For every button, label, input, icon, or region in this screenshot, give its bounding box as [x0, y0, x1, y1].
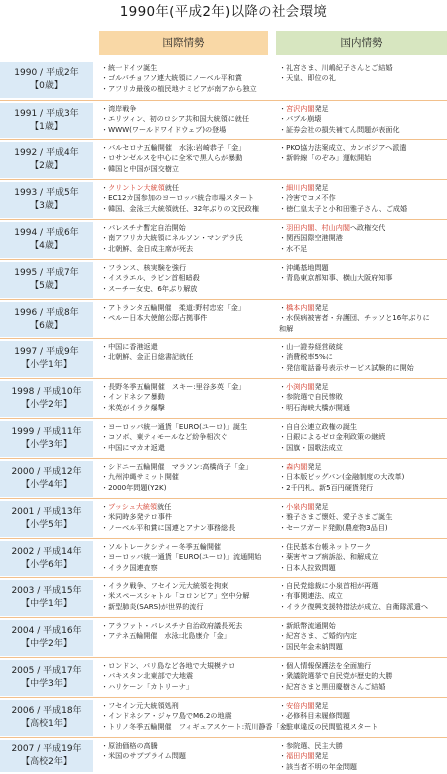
- year-cell: [0, 381, 93, 417]
- table-row: [0, 299, 447, 339]
- event-item: ・ 自自公連立政権の誕生: [279, 422, 446, 432]
- event-item: ・ 天皇、即位の礼: [279, 73, 446, 83]
- international-events: [101, 542, 269, 573]
- event-item: ・ エリツィン、初のロシア共和国大統領に就任: [101, 114, 269, 124]
- event-item: ・ 関西国際空港開港: [279, 233, 446, 243]
- domestic-events: [279, 741, 446, 772]
- event-item: ・ 有事関連法、成立: [279, 591, 446, 601]
- international-events: [101, 104, 269, 135]
- table-row: [0, 538, 447, 578]
- year-cell: [0, 541, 93, 576]
- year-label: 1995 / 平成7年: [14, 268, 79, 278]
- event-item: ・ ハリケーン「カトリーナ」: [101, 682, 269, 692]
- event-item: ・ 沖縄基地問題: [279, 263, 446, 273]
- event-item: ・ 駐車違反の民間監視スタート: [279, 722, 446, 732]
- event-item: ・ 日本版ビッグバン(金融制度の大改革): [279, 472, 446, 482]
- event-item: ・ 明石海峡大橋が開通: [279, 403, 446, 413]
- year-label: 2001 / 平成13年: [11, 507, 82, 517]
- table-row: [0, 100, 447, 140]
- year-cell: [0, 620, 93, 656]
- year-cell: [0, 700, 93, 736]
- event-item: ・ スーチー女史、6年ぶり解放: [101, 284, 269, 294]
- table-row: [0, 60, 447, 100]
- event-item: ・ 薬害ヤコブ病訴訟、和解成立: [279, 552, 446, 562]
- event-item: ・ ソルトレークシティー冬季五輪開催: [101, 542, 269, 552]
- event-item: ・ 衆議院選挙で自民党が歴史的大勝: [279, 671, 446, 681]
- international-events: [101, 143, 269, 174]
- international-events: [101, 303, 269, 324]
- event-item: ・ コソボ、東ティモールなど紛争相次ぐ: [101, 432, 269, 442]
- event-item: ・ 米国のサブプライム問題: [101, 751, 269, 761]
- year-cell: [0, 182, 93, 218]
- age-label: 【小学1年】: [21, 360, 72, 370]
- table-row: [0, 378, 447, 419]
- event-item: ・ パキスタン北東部で大地震: [101, 671, 269, 681]
- international-events: [101, 502, 269, 533]
- event-item: ・ 日銀によるゼロ金利政策の継続: [279, 432, 446, 442]
- event-item: ・ 韓国と中国が国交樹立: [101, 164, 269, 174]
- year-label: 2000 / 平成12年: [11, 467, 82, 477]
- event-item: ・ シドニー五輪開催 マラソン:高橋尚子「金」: [101, 462, 269, 472]
- table-row: [0, 458, 447, 499]
- age-label: 【高校2年】: [21, 757, 72, 767]
- event-item: ・ 森内閣発足: [279, 462, 446, 472]
- event-item: ・ 細川内閣発足: [279, 183, 446, 193]
- event-item: ・ 米同時多発テロ事件: [101, 512, 269, 522]
- domestic-events: [279, 382, 446, 413]
- event-item: ・ 南アフリカ大統領にネルソン・マンデラ氏: [101, 233, 269, 243]
- event-item: ・ アラファト・パレスチナ自治政府議長死去: [101, 621, 269, 631]
- event-item: ・ 国民年金未納問題: [279, 642, 446, 652]
- table-row: [0, 498, 447, 539]
- international-header: 国際情勢: [99, 31, 268, 55]
- event-item: ・ インドネシア暴動: [101, 392, 269, 402]
- year-cell: [0, 660, 93, 696]
- age-label: 【高校1年】: [21, 719, 72, 729]
- event-item: ・ ノーベル平和賞に国連とアナン事務総長: [101, 523, 269, 533]
- event-item: ・ 小泉内閣発足: [279, 502, 446, 512]
- domestic-events: [279, 581, 446, 612]
- year-label: 1990 / 平成2年: [14, 68, 79, 78]
- year-cell: [0, 740, 93, 772]
- domestic-events: [279, 263, 446, 284]
- event-item: ・ 国旗・国歌法成立: [279, 443, 446, 453]
- event-item: ・ ロンドン、パリ島など各地で大規模テロ: [101, 661, 269, 671]
- year-label: 2005 / 平成17年: [11, 666, 82, 676]
- international-events: [101, 661, 269, 692]
- event-item: ・ 水俣病被害者・弁護団、チッソと16年ぶりに: [279, 313, 446, 323]
- year-cell: [0, 421, 93, 457]
- international-events: [101, 183, 269, 214]
- domestic-events: [279, 223, 446, 254]
- table-row: [0, 737, 447, 774]
- event-item: ・ 青島東京都知事、横山大阪府知事: [279, 273, 446, 283]
- age-label: 【中学2年】: [21, 639, 72, 649]
- domestic-events: [279, 542, 446, 573]
- domestic-events: [279, 183, 446, 214]
- domestic-events: [279, 342, 446, 373]
- year-label: 2004 / 平成16年: [11, 626, 82, 636]
- age-label: 【中学3年】: [21, 679, 72, 689]
- year-cell: [0, 262, 93, 298]
- event-item: ・ アトランタ五輪開催 柔道:野村忠宏「金」: [101, 303, 269, 313]
- age-label: 【1歳】: [30, 121, 63, 132]
- event-item: ・ バルセロナ五輪開催 水泳:岩崎恭子「金」: [101, 143, 269, 153]
- event-item: ・ 礼宮さま、川嶋紀子さんとご結婚: [279, 63, 446, 73]
- international-events: [101, 342, 269, 363]
- event-item: ・ フセイン元大統領処刑: [101, 701, 269, 711]
- event-item: ・ 発信電話番号表示サービス試験的に開始: [279, 363, 446, 373]
- event-item: ・ 統一ドイツ誕生: [101, 63, 269, 73]
- page-title: 1990年(平成2年)以降の社会環境: [119, 4, 328, 20]
- domestic-events: [279, 621, 446, 652]
- domestic-events: [279, 104, 446, 135]
- event-item: ・ セーフガード発動(農産物3品目): [279, 523, 446, 533]
- event-item: ・ ヨーロッパ統一通貨「EURO(ユーロ)」誕生: [101, 422, 269, 432]
- event-item: ・ 中国にマカオ返還: [101, 443, 269, 453]
- international-events: [101, 382, 269, 413]
- event-item: ・ インドネシア・ジャワ島でM6.2の地震: [101, 711, 269, 721]
- year-cell: [0, 580, 93, 616]
- table-row: [0, 259, 447, 300]
- event-item: ・ 証券会社の損失補てん問題が表面化: [279, 125, 446, 135]
- domestic-events: [279, 462, 446, 493]
- international-events: [101, 422, 269, 453]
- event-item: ・ 参院選、民主大勝: [279, 741, 446, 751]
- event-item: ・ 住民基本台帳ネットワーク: [279, 542, 446, 552]
- international-events: [101, 621, 269, 642]
- age-label: 【小学3年】: [21, 440, 72, 450]
- event-item: ・ 羽田内閣、村山内閣へ政権交代: [279, 223, 446, 233]
- age-label: 【小学4年】: [21, 480, 72, 490]
- year-label: 1999 / 平成11年: [11, 427, 82, 437]
- event-item: ・ 安倍内閣発足: [279, 701, 446, 711]
- event-item: ・ 原油価格の高騰: [101, 741, 269, 751]
- event-item: ・ ゴルバチョフソ連大統領にノーベル平和賞: [101, 73, 269, 83]
- event-item: ・ 参院選で自民惨敗: [279, 392, 446, 402]
- event-item: ・ WWW(ワールドワイドウェブ)の登場: [101, 125, 269, 135]
- table-row: [0, 219, 447, 260]
- event-item: ・ トリノ冬季五輪開催 フィギュアスケート:荒川静香「金」: [101, 722, 269, 732]
- table-row: [0, 418, 447, 459]
- year-cell: [0, 501, 93, 537]
- event-item: ・ アフリカ最後の植民地ナミビアが南アから独立: [101, 84, 269, 94]
- event-item: ・ 韓国、金泳三大統領就任、32年ぶりの文民政権: [101, 204, 269, 214]
- event-item: ・ アテネ五輪開催 水泳:北島康介「金」: [101, 631, 269, 641]
- age-label: 【中学1年】: [21, 599, 72, 609]
- event-item: ・ 徳仁皇太子と小和田雅子さん、ご成婚: [279, 204, 446, 214]
- event-item: ・ 宮沢内閣発足: [279, 104, 446, 114]
- year-label: 1994 / 平成6年: [14, 228, 79, 238]
- year-label: 1993 / 平成5年: [14, 188, 79, 198]
- event-item: ・ イラク国連査察: [101, 563, 269, 573]
- year-label: 2003 / 平成15年: [11, 586, 82, 596]
- year-cell: [0, 62, 93, 98]
- domestic-events: [279, 63, 446, 84]
- event-item: ・ 新紙幣流通開始: [279, 621, 446, 631]
- domestic-events: [279, 701, 446, 732]
- event-item: ・ 北朝鮮、金日成主席が死去: [101, 244, 269, 254]
- table-row: [0, 577, 447, 618]
- domestic-events: [279, 502, 446, 533]
- event-item: ・ 小渕内閣発足: [279, 382, 446, 392]
- event-item: ・ 山一證券経営破綻: [279, 342, 446, 352]
- event-item: ・ クリントン大統領就任: [101, 183, 269, 193]
- international-events: [101, 263, 269, 294]
- year-cell: [0, 341, 93, 377]
- event-item: ・ 紀宮さまと黒田慶樹さんご結婚: [279, 682, 446, 692]
- event-item: ・ PKO協力法案成立、カンボジアへ派遣: [279, 143, 446, 153]
- international-events: [101, 462, 269, 493]
- table-row: [0, 657, 447, 698]
- event-item: ・ 該当者不明の年金問題: [279, 762, 446, 772]
- year-cell: [0, 461, 93, 497]
- event-item: ・ 新型肺炎(SARS)が世界的流行: [101, 602, 269, 612]
- domestic-events: [279, 143, 446, 164]
- age-label: 【小学2年】: [21, 400, 72, 410]
- event-item: ・ 米スペースシャトル「コロンビア」空中分解: [101, 591, 269, 601]
- event-item: ・ 水不足: [279, 244, 446, 254]
- event-item: ・ フランス、核実験を強行: [101, 263, 269, 273]
- event-item: ・ 紀宮さま、ご婚約内定: [279, 631, 446, 641]
- table-row: [0, 338, 447, 379]
- event-item: 和解: [279, 323, 294, 333]
- event-item: ・ 必修科目未履修問題: [279, 711, 446, 721]
- event-item: ・ 2千円札、新5百円硬貨発行: [279, 483, 446, 493]
- domestic-events: [279, 303, 446, 334]
- event-item: ・ 自民党総裁に小泉首相が再選: [279, 581, 446, 591]
- international-events: [101, 63, 269, 94]
- event-item: ・ 新幹線「のぞみ」運転開始: [279, 153, 446, 163]
- table-row: [0, 179, 447, 220]
- age-label: 【3歳】: [30, 201, 63, 211]
- event-item: ・ ペルー日本大使館公邸占拠事件: [101, 313, 269, 323]
- age-label: 【5歳】: [30, 281, 63, 291]
- event-item: ・ EC12カ国参加のヨーロッパ統合市場スタート: [101, 193, 269, 203]
- international-events: [101, 581, 269, 612]
- age-label: 【小学5年】: [21, 520, 72, 530]
- event-item: ・ イラク復興支援特措法が成立、自衛隊派遣へ: [279, 602, 446, 612]
- event-item: ・ ヨーロッパ統一通貨「EURO(ユーロ)」流通開始: [101, 552, 269, 562]
- year-label: 2002 / 平成14年: [11, 546, 82, 557]
- event-item: ・ 中国に香港返還: [101, 342, 269, 352]
- age-label: 【2歳】: [30, 161, 63, 171]
- event-item: ・ 九州沖縄サミット開催: [101, 472, 269, 482]
- year-label: 1996 / 平成8年: [14, 307, 79, 318]
- international-events: [101, 741, 269, 762]
- year-cell: [0, 222, 93, 258]
- year-label: 2007 / 平成19年: [11, 744, 82, 754]
- event-item: ・ イラク戦争、フセイン元大統領を拘束: [101, 581, 269, 591]
- event-item: ・ 橋本内閣発足: [279, 303, 446, 313]
- event-item: ・ 雅子さまご懐妊、愛子さまご誕生: [279, 512, 446, 522]
- event-item: ・ 冷害でコメ不作: [279, 193, 446, 203]
- event-item: ・ ロサンゼルスを中心に全米で黒人らが暴動: [101, 153, 269, 163]
- year-cell: [0, 103, 93, 138]
- domestic-header: 国内情勢: [276, 31, 447, 55]
- year-cell: [0, 142, 93, 178]
- year-label: 1991 / 平成3年: [14, 108, 79, 119]
- event-item: ・ 福田内閣発足: [279, 751, 446, 761]
- event-item: ・ バブル崩壊: [279, 114, 446, 124]
- age-label: 【小学6年】: [21, 559, 72, 570]
- event-item: ・ 消費税率5%に: [279, 352, 446, 362]
- event-item: ・ 湾岸戦争: [101, 104, 269, 114]
- international-events: [101, 701, 294, 732]
- event-item: ・ 長野冬季五輪開催 スキー:里谷多英「金」: [101, 382, 269, 392]
- age-label: 【0歳】: [30, 81, 63, 91]
- year-label: 2006 / 平成18年: [11, 706, 82, 716]
- table-row: [0, 697, 447, 738]
- event-item: ・ イスラエル、ラビン首相暗殺: [101, 273, 269, 283]
- year-cell: [0, 302, 93, 337]
- age-label: 【4歳】: [30, 241, 63, 251]
- domestic-events: [279, 661, 446, 692]
- event-item: ・ 個人情報保護法を全面施行: [279, 661, 446, 671]
- domestic-events: [279, 422, 446, 453]
- event-item: ・ 北朝鮮、金正日総書記就任: [101, 352, 269, 362]
- year-label: 1992 / 平成4年: [14, 148, 79, 158]
- age-label: 【6歳】: [30, 320, 63, 331]
- event-item: ・ ブッシュ大統領就任: [101, 502, 269, 512]
- event-item: ・ パレスチナ暫定自治開始: [101, 223, 269, 233]
- event-item: ・ 日本人拉致問題: [279, 563, 446, 573]
- year-label: 1998 / 平成10年: [11, 387, 82, 397]
- year-label: 1997 / 平成9年: [14, 347, 79, 357]
- event-item: ・ 米英がイラク爆撃: [101, 403, 269, 413]
- table-row: [0, 139, 447, 180]
- international-events: [101, 223, 269, 254]
- event-item: ・ 2000年問題(Y2K): [101, 483, 269, 493]
- table-row: [0, 617, 447, 658]
